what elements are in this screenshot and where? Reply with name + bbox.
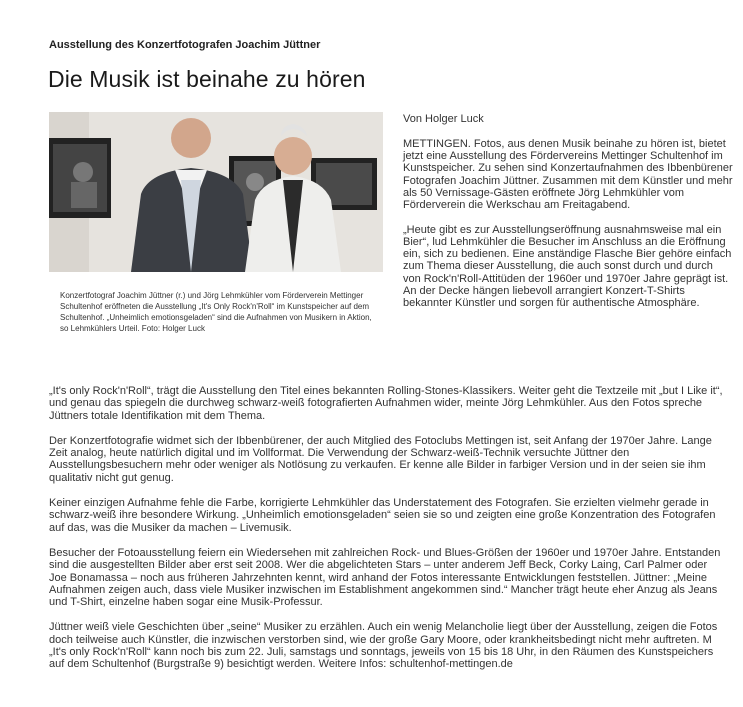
article-headline: Die Musik ist beinahe zu hören bbox=[48, 66, 366, 92]
article-body bbox=[49, 385, 725, 684]
paragraph: Keiner einzigen Aufnahme fehle die Farbe, korrigierte Lehmkühler das Understatement des Fotografen. Sie erzielten vielmehr gerade in schwarz-weiß ihre besondere Wirkung. „Unheimlich emotionsgeladen“ seien sie so und zeigten eine große Konzentration des Fotografen auf das, was die Musiker da machen – Livemusik. bbox=[49, 497, 716, 534]
paragraph: Der Konzertfotografie widmet sich der Ibbenbürener, der auch Mitglied des Fotoclubs Mettingen ist, seit Anfang der 1970er Jahre. Lange Zeit analog, heute natürlich digital und im Vollformat. Die Verwendung der Schwarz-weiß-Technik versuchte Jüttner den Ausstellungsbesuchern mehr oder weniger als Notlösung zu verkaufen. Er kenne alle Bilder in farbiger Version und in der seien sie ihm qualitativ nicht gut genug. bbox=[49, 434, 712, 484]
paragraph: „It's only Rock'n'Roll“, trägt die Ausstellung den Titel eines bekannten Rolling-Stones-Klassikers. Weiter geht die Textzeile mit „but I Like it“, und genau das spiegeln die durchweg schwarz-weiß fotografierten Aufnahmen wider, meinte Jörg Lehmkühler. Aus den Fotos spreche Jüttners totale Identifikation mit dem Thema. bbox=[49, 385, 723, 422]
paragraph: METTINGEN. Fotos, aus denen Musik beinahe zu hören ist, bietet jetzt eine Ausstellung des Fördervereins Mettinger Schultenhof im Kunstspeicher. Zu sehen sind Konzertaufnahmen des Ibbenbürener Fotografen Joachim Jüttner. Zusammen mit dem Künstler und mehr als 50 Vernissage-Gästen eröffnete Jörg Lehmkühler vom Förderverein die Werkschau am Freitagabend. bbox=[403, 138, 733, 212]
article-photo bbox=[49, 112, 383, 272]
paragraph: Besucher der Fotoausstellung feiern ein Wiedersehen mit zahlreichen Rock- und Blues-Größen der 1960er und 1970er Jahre. Entstanden sind die ausgestellten Bilder aber erst seit 2008. Wer die abgelichteten Stars – unter anderem Jeff Beck, Corky Laing, Carl Palmer oder Joe Bonamassa – noch aus früheren Jahrzehnten kennt, wird anhand der Fotos interessante Entwicklungen feststellen. Jüttner: „Meine Aufnahmen zeigen auch, dass viele Musiker inzwischen im Establishment angekommen sind.“ Mancher trägt heute eher Anzug als Jeans und T-Shirt, einzelne haben sogar eine Musik-Professur. bbox=[49, 546, 721, 609]
paragraph: Jüttner weiß viele Geschichten über „seine“ Musiker zu erzählen. Auch ein wenig Melancholie liegt über der Ausstellung, zeigen die Fotos doch teilweise auch Künstler, die inzwischen verstorben sind, wie der große Gary Moore, oder krankheitsbedingt nicht mehr auftreten. M „It's only Rock'n'Roll“ kann noch bis zum 22. Juli, samstags und sonntags, jeweils von 15 bis 18 Uhr, in den Räumen des Kunstspeichers auf dem Schultenhof (Burgstraße 9) besichtigt werden. Weitere Infos: schultenhof-mettingen.de bbox=[49, 621, 718, 671]
intro-column bbox=[403, 138, 733, 322]
article-kicker: Ausstellung des Konzertfotografen Joachim Jüttner bbox=[49, 39, 321, 51]
photo-caption: Konzertfotograf Joachim Jüttner (r.) und Jörg Lehmkühler vom Förderverein Mettinger Schultenhof eröffneten die Ausstellung „It's Only Rock'n'Roll“ im Kunstspeicher auf dem Schultenhof. „Unheimlich emotionsgeladen“ sind die Aufnahmen von Musikern in Aktion, so Lehmkühlers Urteil. Foto: Holger Luck bbox=[60, 291, 372, 333]
author-byline: Von Holger Luck bbox=[403, 113, 484, 125]
paragraph: „Heute gibt es zur Ausstellungseröffnung ausnahmsweise mal ein Bier“, lud Lehmkühler die Besucher im Anschluss an die Eröffnung ein, sich zu bedienen. Eine anständige Flasche Bier gehöre einfach zum Thema dieser Ausstellung, die auch sonst durch und durch von Rock'n'Roll-Attitüden der 1960er und 1970er Jahre geprägt ist. An der Decke hängen liebevoll arrangiert Konzert-T-Shirts bekannter Künstler und sorgen für authentische Atmosphäre. bbox=[403, 223, 732, 309]
